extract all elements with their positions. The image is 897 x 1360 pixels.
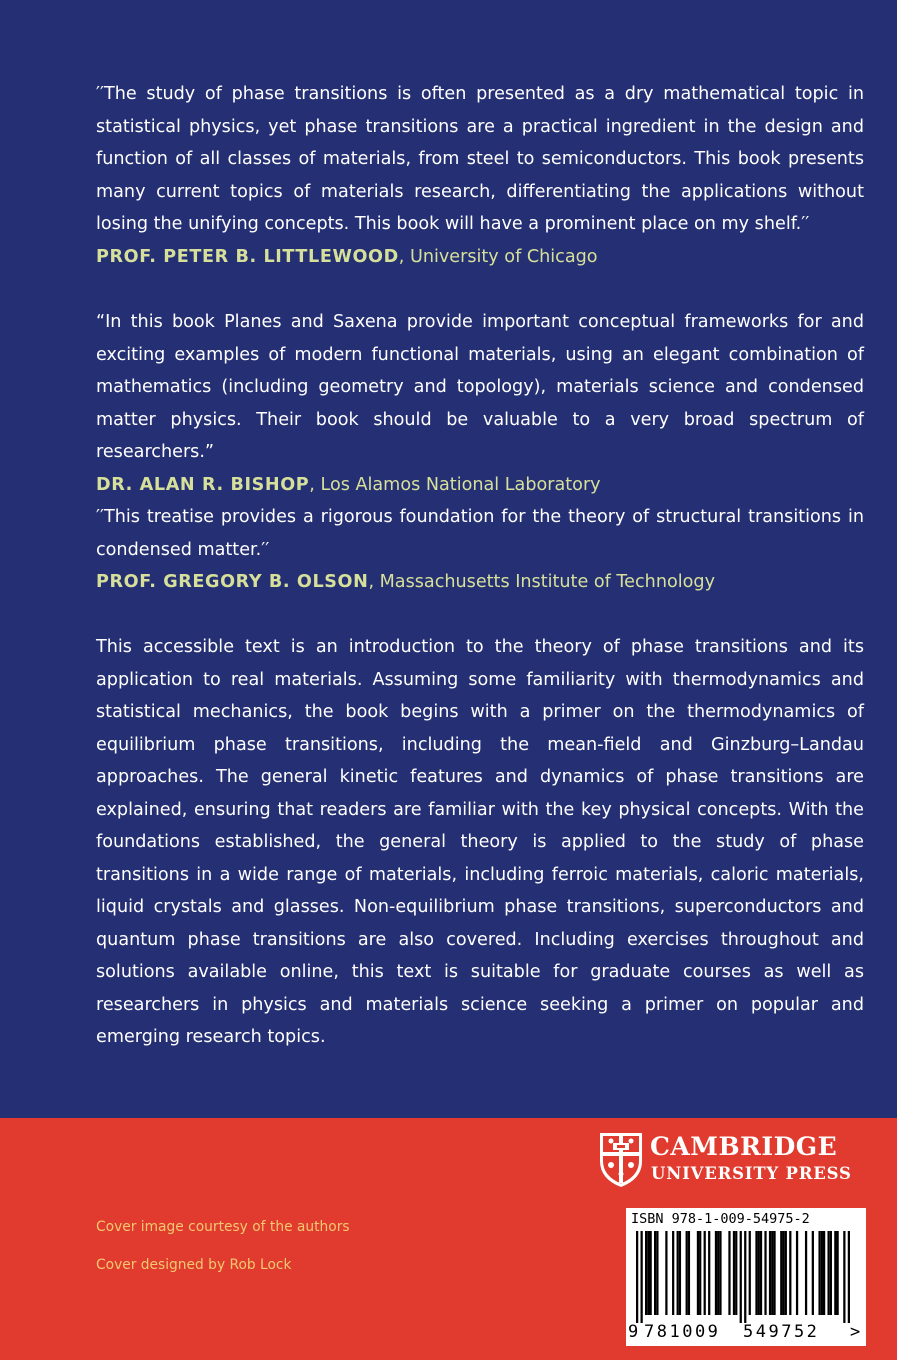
quote-author: DR. ALAN R. BISHOP [96, 474, 310, 495]
barcode-bar [728, 1231, 730, 1315]
barcode-bar [697, 1231, 699, 1315]
barcode-bar [733, 1231, 735, 1315]
barcode-bar [717, 1231, 719, 1315]
quote-affiliation: , Massachusetts Institute of Technology [368, 572, 715, 592]
barcode-bar [812, 1231, 814, 1315]
barcode-bar [740, 1231, 742, 1323]
publisher-name: CAMBRIDGE [650, 1132, 838, 1161]
barcode-bar [785, 1231, 787, 1315]
barcode-bar [764, 1231, 766, 1315]
barcode-bar [834, 1231, 836, 1315]
barcode-bar [744, 1231, 746, 1323]
barcode-bar [848, 1231, 850, 1323]
description-text: This accessible text is an introduction to the theory of phase transitions and its application to real materials. Assuming some familiarity with thermodynamics and statistical mechanics, the book begins with a primer on the thermodynamics of equilibrium phase transitions, including the mean-field and Ginzburg–Landau approaches. The general kinetic features and dynamics of phase transitions are explained, ensuring that readers are familiar with the key physical concepts. With the foundations established, the general theory is applied to the study of phase transitions in a wide range of materials, including ferroic materials, caloric materials, liquid crystals and glasses. Non-equilibrium phase transitions, superconductors and quantum phase transitions are also covered. Including exercises throughout and solutions available online, this text is suitable for graduate courses as well as researchers in physics and materials science seeking a primer on popular and emerging research topics. [96, 637, 864, 1047]
barcode-bar [704, 1231, 706, 1315]
barcode-bar [645, 1231, 647, 1315]
barcode-bar [679, 1231, 681, 1315]
quote-author: PROF. GREGORY B. OLSON [96, 572, 369, 592]
barcode-bar [665, 1231, 667, 1315]
barcode-bar [650, 1231, 652, 1315]
barcode-bar [672, 1231, 674, 1315]
barcode-bar [843, 1231, 845, 1323]
barcode-bar [647, 1231, 649, 1315]
publisher-subname: UNIVERSITY PRESS [651, 1164, 852, 1183]
barcode-bar [749, 1231, 751, 1315]
barcode-bar [773, 1231, 775, 1315]
barcode-bar [715, 1231, 717, 1315]
cover-image-credit: Cover image courtesy of the authors [96, 1219, 350, 1235]
barcode-bar [760, 1231, 762, 1315]
barcode-bar [830, 1231, 832, 1315]
barcode-bar [771, 1231, 773, 1315]
barcode-bar [708, 1231, 710, 1315]
barcode-bar [641, 1231, 643, 1323]
barcode-bar [818, 1231, 820, 1315]
barcode-bar [654, 1231, 656, 1315]
barcode-bar [735, 1231, 737, 1315]
barcode-bar [656, 1231, 658, 1315]
barcode-bar [796, 1231, 798, 1315]
quote-text: ′′The study of phase transitions is often presented as a dry mathematical topic in statistical physics, yet phase transitions are a practical ingredient in the design and function of all classes of materials, from steel to semiconductors. This book presents many current topics of materials research, differentiating the applications without losing the unifying concepts. This book will have a prominent place on my shelf.′′ [96, 84, 864, 234]
cover-design-credit: Cover designed by Rob Lock [96, 1257, 292, 1273]
quote-olson [96, 501, 864, 599]
barcode-bar [686, 1231, 688, 1315]
barcode-bar [677, 1231, 679, 1315]
book-description [96, 631, 864, 1054]
quote-affiliation: , Los Alamos National Laboratory [309, 474, 601, 495]
barcode-bar [758, 1231, 760, 1315]
quote-attribution [96, 469, 864, 502]
barcode-bar [823, 1231, 825, 1315]
barcode-bar [688, 1231, 690, 1315]
barcode-bar [755, 1231, 757, 1315]
quote-attribution [96, 241, 864, 274]
barcode-bar [805, 1231, 807, 1315]
quote-text: ′′This treatise provides a rigorous foundation for the theory of structural transitions in condensed matter.′′ [96, 507, 864, 560]
barcode-bar [719, 1231, 721, 1315]
barcode-bar [636, 1231, 638, 1323]
quote-affiliation: , University of Chicago [398, 246, 598, 267]
quote-text: “In this book Planes and Saxena provide important conceptual frameworks for and exciting examples of modern functional materials, using an elegant combination of mathematics (including geometry and topology), materials science and condensed matter physics. Their book should be valuable to a very broad spectrum of researchers.” [96, 312, 864, 462]
ean-end-mark: > [850, 1322, 861, 1342]
barcode-bar [827, 1231, 829, 1315]
barcode-bar [782, 1231, 784, 1315]
quote-bishop [96, 306, 864, 501]
quote-attribution [96, 566, 864, 599]
barcode-bar [789, 1231, 791, 1315]
quote-author: PROF. PETER B. LITTLEWOOD [96, 246, 399, 267]
ean-right-digits: 549752 [743, 1322, 820, 1342]
ean-first-digit: 9 [628, 1322, 639, 1342]
barcode-bar [780, 1231, 782, 1315]
barcode-bar [699, 1231, 701, 1315]
isbn-barcode [626, 1208, 866, 1346]
publisher-logo [598, 1131, 868, 1189]
barcode-bar [769, 1231, 771, 1315]
cambridge-shield-icon [598, 1131, 644, 1189]
quote-littlewood [96, 78, 864, 273]
barcode-bar [821, 1231, 823, 1315]
barcode-bar [836, 1231, 838, 1315]
barcode-bars [636, 1231, 850, 1323]
ean-left-digits: 781009 [644, 1322, 721, 1342]
isbn-number: ISBN 978-1-009-54975-2 [631, 1211, 810, 1227]
